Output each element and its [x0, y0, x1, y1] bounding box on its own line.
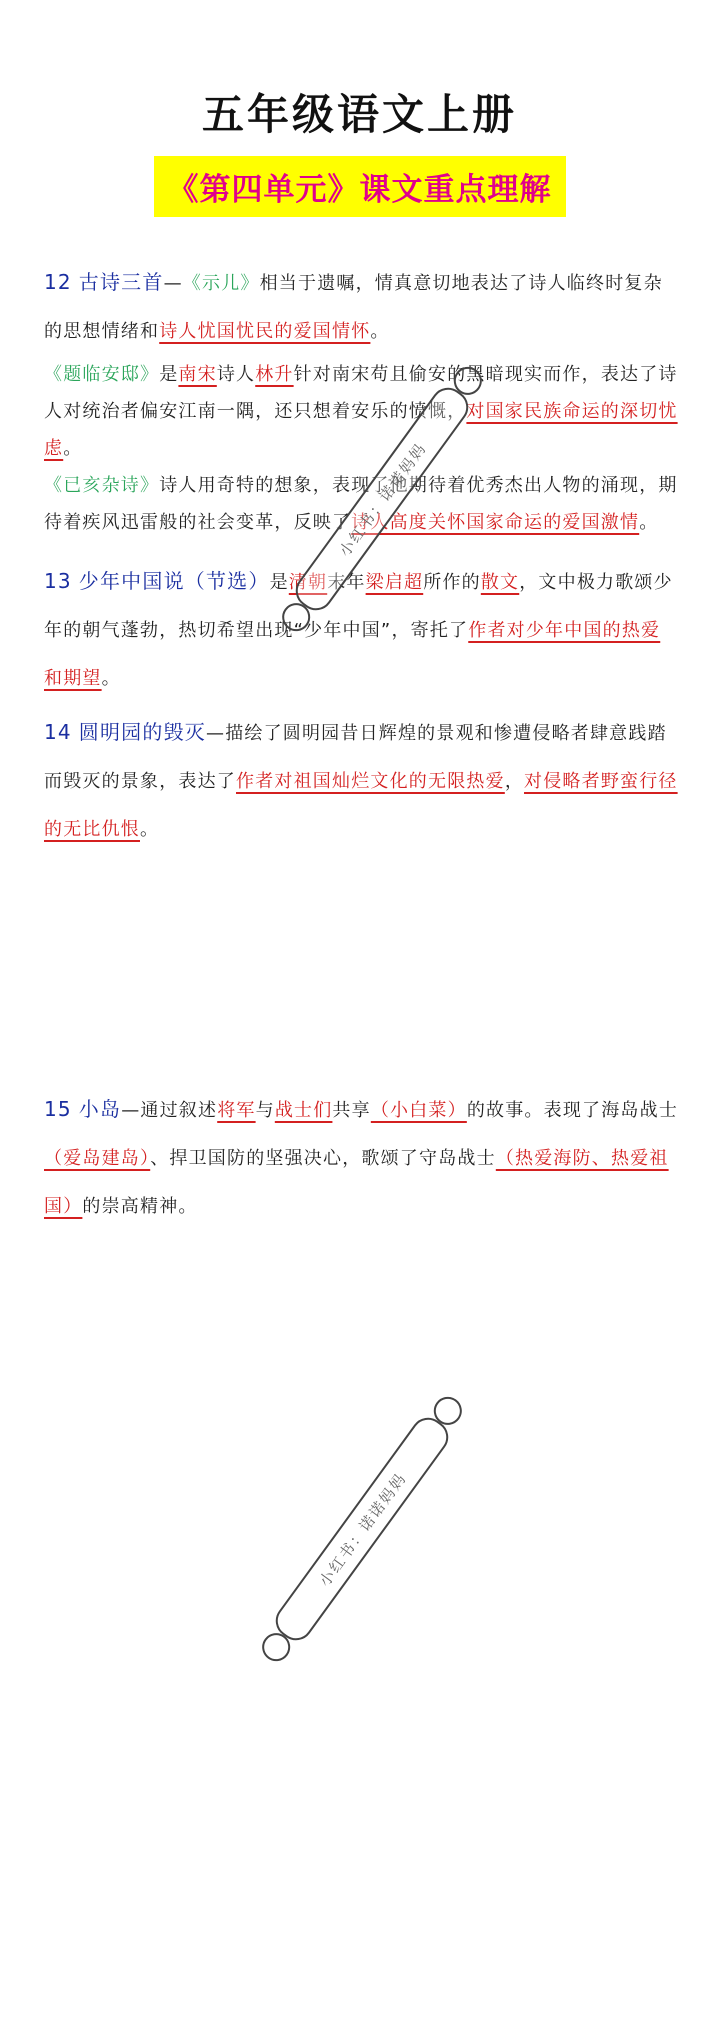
punct: 。 [63, 438, 83, 459]
lesson-number: 13 [44, 569, 72, 593]
poem-title: 《题临安邸》 [44, 364, 160, 385]
key-point: 战士们 [274, 1100, 333, 1121]
text: 描绘了圆明园昔日辉煌的景观和惨遭侵略者肆意践踏而毁灭的景象，表达了 [44, 723, 667, 792]
punct: 。 [639, 512, 659, 533]
text: 相当于遗嘱，情真意切地表达了诗人临终时复杂的思想情绪和 [44, 273, 663, 342]
text: 诗人 [216, 364, 256, 385]
dash: — [163, 273, 183, 294]
key-point: 作者对少年中国的热爱和期望 [44, 620, 661, 689]
text: ， [504, 771, 525, 792]
section-14 [44, 708, 679, 854]
page-subtitle: 《第四单元》课文重点理解 [154, 156, 566, 217]
text: 、捍卫国防的坚强决心，歌颂了守岛战士 [150, 1148, 496, 1169]
page-title: 五年级语文上册 [201, 90, 517, 139]
lesson-title: 圆明园的毁灭 [78, 720, 206, 744]
text: 共享 [332, 1100, 371, 1121]
lesson-title: 少年中国说（节选） [78, 569, 270, 593]
key-point: 对侵略者野蛮行径的无比仇恨 [44, 771, 678, 840]
poem-title: 《已亥杂诗》 [44, 475, 160, 496]
key-point: 林升 [255, 364, 294, 385]
dash: — [121, 1100, 141, 1121]
key-point: （小白菜） [370, 1100, 467, 1121]
lesson-number: 14 [44, 720, 72, 744]
key-point: 梁启超 [365, 572, 424, 593]
lesson-title: 古诗三首 [78, 270, 164, 294]
punct: 。 [140, 819, 160, 840]
lesson-number: 15 [44, 1097, 72, 1121]
punct: 的崇高精神。 [82, 1196, 198, 1217]
text: 与 [255, 1100, 275, 1121]
poem-title: 《示儿》 [182, 273, 260, 294]
key-point: 诗人高度关怀国家命运的爱国激情 [351, 512, 640, 533]
text: 诗人用奇特的想象，表现了他期待着优秀杰出人物的涌现，期待着疾风迅雷般的社会变革，反映了 [44, 475, 678, 533]
text: ，文中极力歌颂少年的朝气蓬勃，热切希望出现“少年中国”，寄托了 [44, 572, 673, 641]
text: 针对南宋苟且偷安的黑暗现实而作，表达了诗人对统治者偏安江南一隅，还只想着安乐的愤慨， [44, 364, 678, 422]
key-point: 散文 [480, 572, 520, 593]
subtitle-wrap [0, 156, 719, 217]
text: 所作的 [423, 572, 481, 593]
key-point: 清朝 [288, 572, 328, 593]
key-point: 对国家民族命运的深切忧虑 [44, 401, 678, 459]
key-point: 南宋 [178, 364, 217, 385]
watermark-text: 小红书：诺诺妈妈 [335, 438, 430, 560]
text: 的故事。表现了海岛战士 [466, 1100, 679, 1121]
key-point: （热爱海防、热爱祖国） [44, 1148, 669, 1217]
text: 是 [269, 572, 289, 593]
key-point: 作者对祖国灿烂文化的无限热爱 [236, 771, 505, 792]
key-point: 诗人忧国忧民的爱国情怀 [159, 321, 371, 342]
text: 通过叙述 [140, 1100, 218, 1121]
key-point: 将军 [217, 1100, 256, 1121]
punct: 。 [370, 321, 390, 342]
text: 末年 [327, 572, 366, 593]
dash: — [205, 723, 226, 744]
paragraph-poem2 [44, 356, 679, 467]
key-point: （爱岛建岛） [44, 1148, 151, 1169]
section-13 [44, 557, 679, 703]
watermark-stamp [269, 1411, 455, 1647]
text: 是 [159, 364, 179, 385]
section-15 [44, 1085, 679, 1231]
lesson-title: 小岛 [78, 1097, 122, 1121]
watermark-text: 小红书：诺诺妈妈 [315, 1468, 410, 1590]
lesson-number: 12 [44, 270, 72, 294]
punct: 。 [101, 668, 121, 689]
